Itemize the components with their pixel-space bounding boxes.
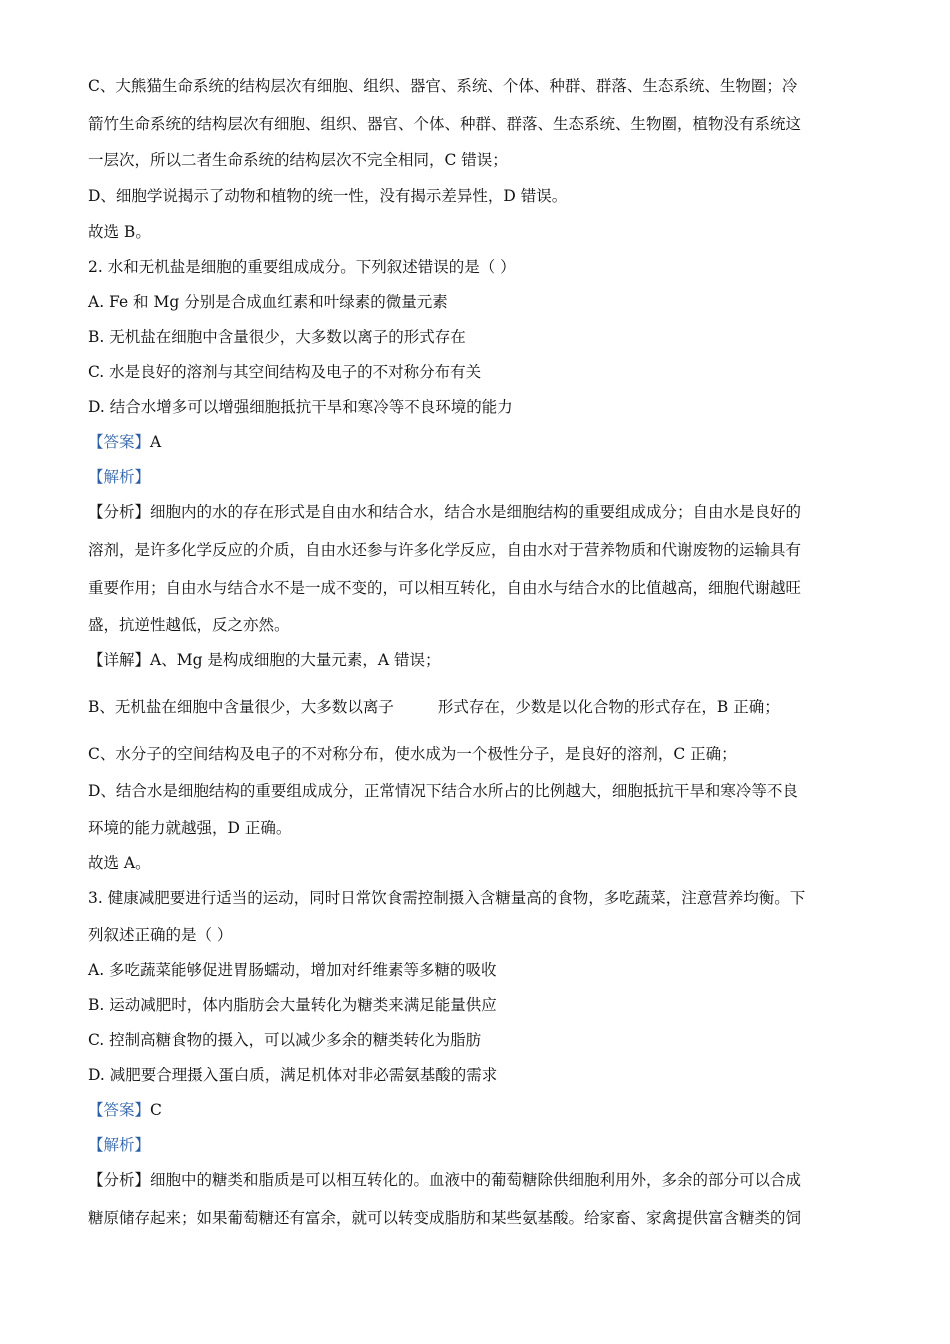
q3-option-b: B. 运动减肥时，体内脂肪会大量转化为糖类来满足能量供应 xyxy=(88,996,497,1014)
q2-detail-b xyxy=(88,697,863,717)
q2-option-c: C. 水是良好的溶剂与其空间结构及电子的不对称分布有关 xyxy=(88,363,482,381)
q2-fenxi-line xyxy=(88,502,863,522)
q2-fenxi-line: 重要作用；自由水与结合水不是一成不变的，可以相互转化，自由水与结合水的比值越高，细胞代谢越旺 xyxy=(88,579,802,597)
q2-detail-c: C、水分子的空间结构及电子的不对称分布，使水成为一个极性分子，是良好的溶剂，C 正确； xyxy=(88,745,737,763)
analysis-tag: 【解析】 xyxy=(88,1136,151,1154)
q3-fenxi-line xyxy=(88,1170,863,1190)
q2-option-b: B. 无机盐在细胞中含量很少，大多数以离子的形式存在 xyxy=(88,328,466,346)
q3-option-d: D. 减肥要合理摄入蛋白质，满足机体对非必需氨基酸的需求 xyxy=(88,1066,498,1084)
text-line: 箭竹生命系统的结构层次有细胞、组织、器官、个体、种群、群落、生态系统、生物圈，植物没有系统这 xyxy=(88,115,802,133)
fenxi-tag: 【分析】 xyxy=(88,503,151,521)
xiangjie-text: A、Mg 是构成细胞的大量元素，A 错误； xyxy=(150,651,441,669)
fenxi-text: 细胞内的水的存在形式是自由水和结合水，结合水是细胞结构的重要组成成分；自由水是良好的 xyxy=(150,503,802,521)
q3-answer xyxy=(88,1100,863,1120)
fenxi-text: 细胞中的糖类和脂质是可以相互转化的。血液中的葡萄糖除供细胞利用外，多余的部分可以合成 xyxy=(150,1171,802,1189)
answer-tag: 【答案】 xyxy=(88,1101,151,1119)
q3-option-c: C. 控制高糖食物的摄入，可以减少多余的糖类转化为脂肪 xyxy=(88,1031,482,1049)
text-line: 故选 B。 xyxy=(88,223,151,241)
analysis-tag: 【解析】 xyxy=(88,468,151,486)
q3-fenxi-line: 糖原储存起来；如果葡萄糖还有富余，就可以转变成脂肪和某些氨基酸。给家畜、家禽提供富含糖类的饲 xyxy=(88,1209,802,1227)
text-line: D、细胞学说揭示了动物和植物的统一性，没有揭示差异性，D 错误。 xyxy=(88,187,568,205)
answer-value: C xyxy=(150,1101,162,1119)
q2-detail-d: D、结合水是细胞结构的重要组成成分，正常情况下结合水所占的比例越大，细胞抵抗干旱和寒冷等不良 xyxy=(88,782,798,800)
question-3-stem-cont: 列叙述正确的是（ ） xyxy=(88,926,233,944)
q2-detail-d-cont: 环境的能力就越强，D 正确。 xyxy=(88,819,292,837)
answer-tag: 【答案】 xyxy=(88,433,151,451)
q3-option-a: A. 多吃蔬菜能够促进胃肠蠕动，增加对纤维素等多糖的吸收 xyxy=(88,961,497,979)
q2-answer xyxy=(88,432,863,452)
q2-analysis xyxy=(88,467,863,487)
fenxi-tag: 【分析】 xyxy=(88,1171,151,1189)
question-2-stem: 2. 水和无机盐是细胞的重要组成成分。下列叙述错误的是（ ） xyxy=(88,258,516,276)
q2-xiangjie-line xyxy=(88,650,863,670)
q2-fenxi-line: 盛，抗逆性越低，反之亦然。 xyxy=(88,616,290,634)
question-3-stem: 3. 健康减肥要进行适当的运动，同时日常饮食需控制摄入含糖量高的食物，多吃蔬菜，注意营养均衡。下 xyxy=(88,889,806,907)
q2-conclusion: 故选 A。 xyxy=(88,854,151,872)
q2-option-d: D. 结合水增多可以增强细胞抵抗干旱和寒冷等不良环境的能力 xyxy=(88,398,513,416)
answer-value: A xyxy=(150,433,162,451)
text-line: C、大熊猫生命系统的结构层次有细胞、组织、器官、系统、个体、种群、群落、生态系统、生物圈；冷 xyxy=(88,77,798,95)
detail-b-part2: 形式存在，少数是以化合物的形式存在，B 正确； xyxy=(437,698,780,716)
text-line: 一层次，所以二者生命系统的结构层次不完全相同，C 错误； xyxy=(88,151,508,169)
xiangjie-tag: 【详解】 xyxy=(88,651,151,669)
q2-option-a: A. Fe 和 Mg 分别是合成血红素和叶绿素的微量元素 xyxy=(88,293,448,311)
q2-fenxi-line: 溶剂，是许多化学反应的介质，自由水还参与许多化学反应，自由水对于营养物质和代谢废物的运输具有 xyxy=(88,541,802,559)
detail-b-part1: B、无机盐在细胞中含量很少，大多数以离子 xyxy=(88,698,394,716)
q3-analysis xyxy=(88,1135,863,1155)
